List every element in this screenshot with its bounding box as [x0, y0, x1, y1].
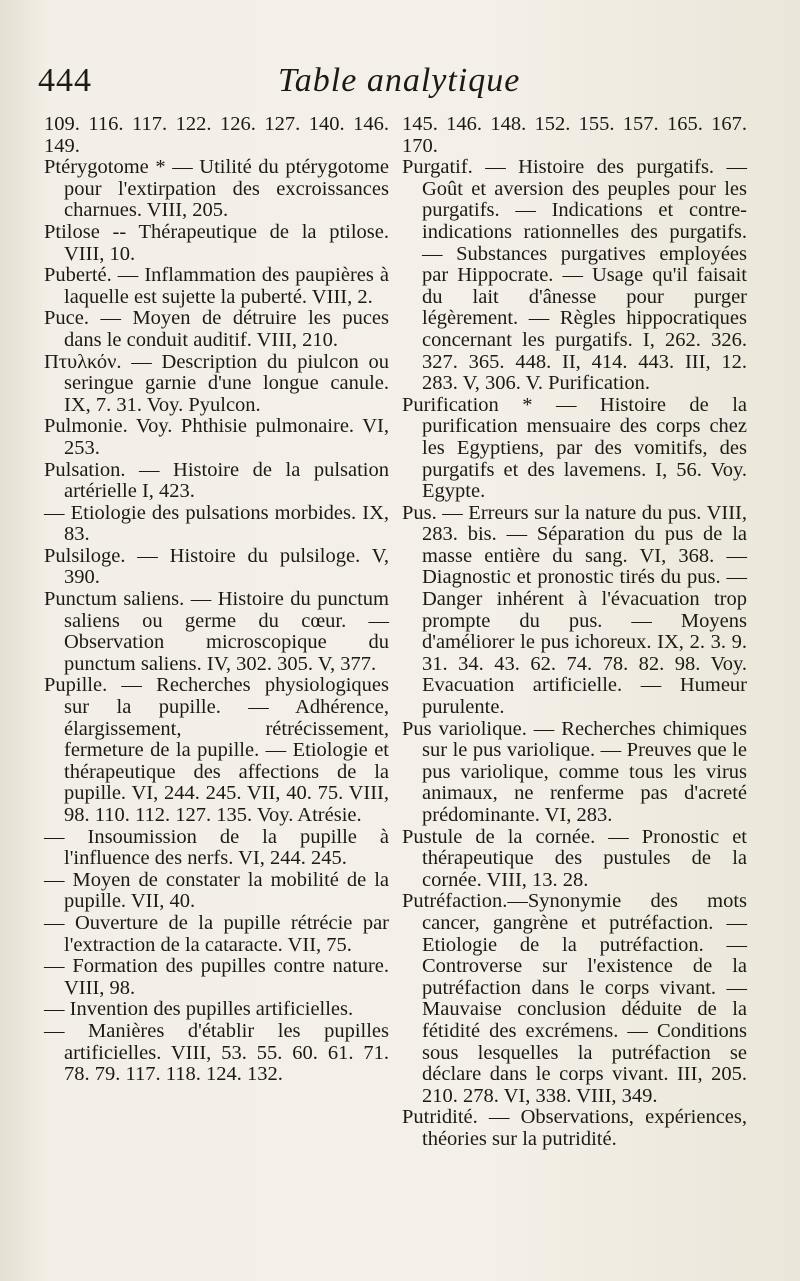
page-header	[38, 62, 758, 114]
index-entry: Pulsation. — Histoire de la pulsation artérielle I, 423.	[44, 458, 389, 503]
running-title: Table analytique	[278, 62, 521, 99]
page-number: 444	[38, 62, 92, 99]
index-entry: Putréfaction.—Synonymie des mots cancer, gangrène et putréfaction. — Etiologie de la putréfaction. — Controverse sur l'existence de la putréfaction dans le corps vivant. — Mauvaise conclusion déduite de la fétidité des excrémens. — Conditions sous lesquelles la putréfaction se déclare dans le corps vivant. III, 205. 210. 278. VI, 338. VIII, 349.	[402, 890, 747, 1107]
index-subentry: — Formation des pupilles contre nature. VIII, 98.	[44, 955, 389, 999]
index-entry: Pulmonie. Voy. Phthisie pulmonaire. VI, 253.	[44, 415, 389, 459]
index-entry: Πτυλκόν. — Description du piulcon ou seringue garnie d'une longue canule. IX, 7. 31. Voy. Pyulcon.	[44, 350, 389, 416]
index-entry: Pus. — Erreurs sur la nature du pus. VIII, 283. bis. — Séparation du pus de la masse entière du sang. VI, 368. — Diagnostic et pronostic tirés du pus. — Danger inhérent à l'évacuation trop prompte du pus. — Moyens d'améliorer le pus ichoreux. IX, 2. 3. 9. 31. 34. 43. 62. 74. 78. 82. 98. Voy. Evacuation artificielle. — Humeur purulente.	[402, 501, 747, 719]
index-entry: Purgatif. — Histoire des purgatifs. — Goût et aversion des peuples pour les purgatifs. — Indications et contre-indications rationnelles des purgatifs. — Substances purgatives employées par Hippocrate. — Usage qu'il faisait du lait d'ânesse pour purger légèrement. — Règles hippocratiques concernant les purgatifs. I, 262. 326. 327. 365. 448. II, 414. 443. III, 12. 283. V, 306. V. Purification.	[402, 156, 747, 395]
index-subentry: — Moyen de constater la mobilité de la pupille. VII, 40.	[44, 868, 389, 913]
index-entry: Punctum saliens. — Histoire du punctum saliens ou germe du cœur. — Observation microscopique du punctum saliens. IV, 302. 305. V, 377.	[44, 588, 389, 675]
index-entry: Puberté. — Inflammation des paupières à laquelle est sujette la puberté. VIII, 2.	[44, 264, 389, 308]
index-entry: Pulsiloge. — Histoire du pulsiloge. V, 390.	[44, 544, 389, 589]
index-continuation: 145. 146. 148. 152. 155. 157. 165. 167. 170.	[402, 113, 747, 157]
index-subentry: — Insoumission de la pupille à l'influence des nerfs. VI, 244. 245.	[44, 825, 389, 870]
index-entry: Pus variolique. — Recherches chimiques sur le pus variolique. — Preuves que le pus variolique, comme tous les virus animaux, ne renferme pas d'acreté prédominante. VI, 283.	[402, 717, 747, 826]
index-continuation: 109. 116. 117. 122. 126. 127. 140. 146. 149.	[44, 113, 389, 157]
index-subentry: — Ouverture de la pupille rétrécie par l'extraction de la cataracte. VII, 75.	[44, 911, 389, 956]
index-entry: Purification * — Histoire de la purification mensuaire des corps chez les Egyptiens, par des vomitifs, des purgatifs et des lavemens. I, 56. Voy. Egypte.	[402, 393, 747, 503]
index-entry: Pupille. — Recherches physiologiques sur la pupille. — Adhérence, élargissement, rétrécissement, fermeture de la pupille. — Etiologie et thérapeutique des affections de la pupille. VI, 244. 245. VII, 40. 75. VIII, 98. 110. 112. 127. 135. Voy. Atrésie.	[44, 674, 389, 826]
index-entry: Puce. — Moyen de détruire les puces dans le conduit auditif. VIII, 210.	[44, 307, 389, 351]
left-column	[44, 114, 389, 1086]
index-subentry: — Etiologie des pulsations morbides. IX, 83.	[44, 501, 389, 546]
index-entry: Ptérygotome * — Utilité du ptérygotome pour l'extirpation des excroissances charnues. VIII, 205.	[44, 156, 389, 222]
index-entry: Ptilose -- Thérapeutique de la ptilose. VIII, 10.	[44, 220, 389, 265]
index-subentry: — Manières d'établir les pupilles artificielles. VIII, 53. 55. 60. 61. 71. 78. 79. 117. 118. 124. 132.	[44, 1019, 389, 1086]
index-subentry: — Invention des pupilles artificielles.	[44, 998, 354, 1021]
index-entry: Putridité. — Observations, expériences, théories sur la putridité.	[402, 1106, 747, 1150]
right-column	[402, 114, 747, 1151]
index-entry: Pustule de la cornée. — Pronostic et thérapeutique des pustules de la cornée. VIII, 13. 28.	[402, 825, 747, 891]
